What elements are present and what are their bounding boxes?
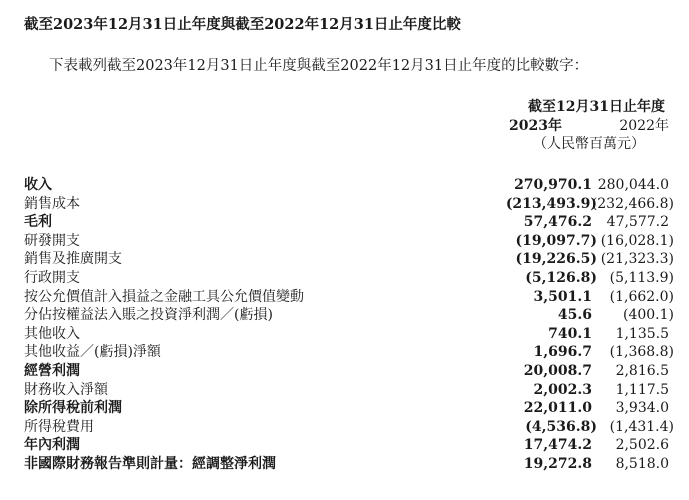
table-row — [24, 269, 674, 288]
row-label: 財務收入淨額 — [24, 381, 108, 398]
value-2022: (1,662.0) — [609, 288, 674, 305]
table-row — [24, 399, 669, 418]
value-2023: 1,696.7 — [533, 344, 592, 361]
value-2023: 45.6 — [557, 307, 592, 324]
value-2023: (4,536.8) — [525, 418, 597, 435]
table-row — [24, 232, 674, 251]
value-2023: 270,970.1 — [514, 177, 592, 193]
value-2023: 19,272.8 — [523, 455, 592, 472]
table-row — [24, 325, 669, 344]
row-label: 行政開支 — [24, 269, 80, 286]
value-2023: 57,476.2 — [523, 214, 592, 231]
value-2022: (1,431.4) — [609, 418, 674, 435]
value-2022: (400.1) — [622, 307, 674, 324]
value-2022: (21,323.3) — [600, 251, 674, 268]
value-2022: (1,368.8) — [609, 344, 674, 361]
table-row — [24, 195, 674, 214]
value-2022: 280,044.0 — [597, 177, 669, 193]
row-label: 年內利潤 — [24, 437, 80, 454]
value-2023: (213,493.9) — [505, 195, 597, 212]
table-row — [24, 418, 674, 437]
row-label: 收入 — [24, 177, 52, 193]
period-header: 截至12月31日止年度 — [528, 99, 665, 115]
row-label: 除所得稅前利潤 — [24, 400, 122, 417]
table-row — [24, 250, 674, 269]
row-label: 毛利 — [24, 214, 52, 231]
year-2023-header: 2023年 — [509, 118, 562, 134]
table-row — [24, 362, 669, 381]
row-label: 其他收益／(虧損)淨額 — [24, 344, 161, 361]
row-label: 非國際財務報告準則計量：經調整淨利潤 — [24, 455, 276, 472]
value-2022: 2,502.6 — [615, 437, 669, 454]
table-row — [24, 381, 669, 400]
value-2023: 17,474.2 — [523, 437, 592, 454]
value-2022: 3,934.0 — [615, 400, 669, 417]
unit-header: （人民幣百萬元） — [533, 136, 645, 152]
row-label: 所得稅費用 — [24, 418, 94, 435]
value-2022: (232,466.8) — [591, 195, 674, 212]
value-2023: 2,002.3 — [533, 381, 592, 398]
row-label: 研發開支 — [24, 232, 80, 249]
value-2022: 8,518.0 — [615, 455, 669, 472]
row-label: 銷售及推廣開支 — [24, 251, 122, 268]
comparison-table — [24, 176, 674, 474]
value-2022: 1,135.5 — [615, 325, 669, 342]
table-row — [24, 288, 674, 307]
value-2023: (19,097.7) — [515, 232, 597, 249]
value-2023: (5,126.8) — [525, 269, 597, 286]
value-2023: 22,011.0 — [523, 400, 592, 417]
year-2022-header: 2022年 — [619, 118, 669, 134]
row-label: 其他收入 — [24, 325, 80, 342]
value-2022: 47,577.2 — [606, 214, 669, 231]
row-label: 分佔按權益法入賬之投資淨利潤／(虧損) — [24, 307, 273, 324]
table-row — [24, 176, 669, 195]
value-2022: (16,028.1) — [600, 232, 674, 249]
value-2023: 3,501.1 — [533, 288, 592, 305]
table-row — [24, 455, 669, 474]
row-label: 按公允價值計入損益之金融工具公允價值變動 — [24, 288, 304, 305]
value-2022: 1,117.5 — [615, 381, 669, 398]
section-title: 截至2023年12月31日止年度與截至2022年12月31日止年度比較 — [24, 16, 461, 33]
table-row — [24, 436, 669, 455]
intro-paragraph: 下表載列截至2023年12月31日止年度與截至2022年12月31日止年度的比較數字： — [49, 58, 589, 74]
value-2023: 20,008.7 — [523, 362, 592, 379]
table-row — [24, 306, 674, 325]
table-row — [24, 343, 674, 362]
value-2022: (5,113.9) — [609, 269, 674, 286]
value-2023: (19,226.5) — [515, 251, 597, 268]
value-2022: 2,816.5 — [615, 362, 669, 379]
row-label: 銷售成本 — [24, 195, 80, 212]
table-row — [24, 213, 669, 232]
value-2023: 740.1 — [548, 325, 592, 342]
row-label: 經營利潤 — [24, 362, 80, 379]
